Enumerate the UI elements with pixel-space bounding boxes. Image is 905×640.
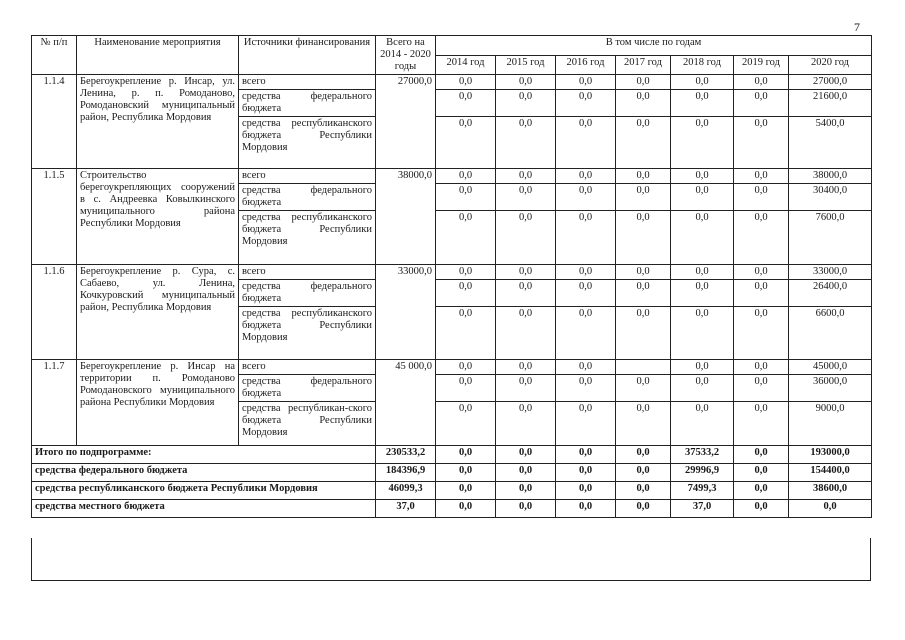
activity-number: 1.1.7 xyxy=(32,360,77,446)
year-value: 0,0 xyxy=(436,280,496,307)
total-year-value: 38600,0 xyxy=(789,482,872,500)
year-value: 0,0 xyxy=(436,117,496,169)
total-year-value: 0,0 xyxy=(556,482,616,500)
year-value: 38000,0 xyxy=(789,169,872,184)
total-year-value: 7499,3 xyxy=(671,482,734,500)
year-value: 0,0 xyxy=(496,211,556,265)
total-year-value: 0,0 xyxy=(496,446,556,464)
funding-source: средства федерального бюджета xyxy=(239,375,376,402)
page-frame-bottom xyxy=(31,538,871,581)
total-label: Итого по подпрограмме: xyxy=(32,446,376,464)
year-value: 0,0 xyxy=(734,360,789,375)
year-value: 0,0 xyxy=(616,375,671,402)
year-value: 0,0 xyxy=(496,169,556,184)
budget-table xyxy=(31,35,872,518)
activity-name: Берегоукрепление р. Инсар, ул. Ленина, р. п. Ромоданово, Ромодановский муниципальный район, Республика Мордовия xyxy=(77,75,239,169)
funding-row xyxy=(32,360,872,375)
year-value: 0,0 xyxy=(556,375,616,402)
total-sum: 46099,3 xyxy=(376,482,436,500)
header-year: 2017 год xyxy=(616,55,671,75)
year-value: 0,0 xyxy=(671,117,734,169)
year-value xyxy=(616,360,671,375)
activity-number: 1.1.6 xyxy=(32,265,77,360)
year-value: 0,0 xyxy=(671,184,734,211)
funding-source: средства республикан-ского бюджета Республики Мордовия xyxy=(239,402,376,446)
total-year-value: 0,0 xyxy=(616,500,671,518)
total-year-value: 0,0 xyxy=(556,446,616,464)
total-year-value: 0,0 xyxy=(616,464,671,482)
total-year-value: 0,0 xyxy=(734,500,789,518)
year-value: 0,0 xyxy=(496,184,556,211)
year-value: 9000,0 xyxy=(789,402,872,446)
total-sum: 37,0 xyxy=(376,500,436,518)
year-value: 0,0 xyxy=(496,265,556,280)
totals-body xyxy=(32,446,872,518)
total-year-value: 37,0 xyxy=(671,500,734,518)
year-value: 0,0 xyxy=(556,265,616,280)
year-value: 0,0 xyxy=(556,117,616,169)
year-value: 0,0 xyxy=(556,307,616,360)
year-value: 0,0 xyxy=(734,280,789,307)
year-value: 0,0 xyxy=(734,117,789,169)
total-year-value: 0,0 xyxy=(436,464,496,482)
header-year: 2015 год xyxy=(496,55,556,75)
year-value: 0,0 xyxy=(671,360,734,375)
header-year: 2020 год xyxy=(789,55,872,75)
activity-name: Берегоукрепление р. Сура, с. Сабаево, ул. Ленина, Кочкуровский муниципальный район, Республика Мордовия xyxy=(77,265,239,360)
total-year-value: 0,0 xyxy=(496,482,556,500)
year-value: 0,0 xyxy=(436,75,496,90)
total-label: средства местного бюджета xyxy=(32,500,376,518)
year-value: 0,0 xyxy=(671,375,734,402)
funding-source: всего xyxy=(239,360,376,375)
year-value: 0,0 xyxy=(671,307,734,360)
year-value: 0,0 xyxy=(436,360,496,375)
total-year-value: 154400,0 xyxy=(789,464,872,482)
funding-row xyxy=(32,75,872,90)
header-name: Наименование мероприятия xyxy=(77,36,239,75)
total-year-value: 193000,0 xyxy=(789,446,872,464)
year-value: 0,0 xyxy=(436,402,496,446)
funding-source: средства федерального бюджета xyxy=(239,90,376,117)
year-value: 0,0 xyxy=(734,90,789,117)
year-value: 0,0 xyxy=(616,280,671,307)
total-year-value: 0,0 xyxy=(496,464,556,482)
year-value: 0,0 xyxy=(496,117,556,169)
year-value: 7600,0 xyxy=(789,211,872,265)
activity-total: 38000,0 xyxy=(376,169,436,265)
year-value: 0,0 xyxy=(616,265,671,280)
year-value: 26400,0 xyxy=(789,280,872,307)
year-value: 0,0 xyxy=(671,75,734,90)
year-value: 0,0 xyxy=(671,265,734,280)
year-value: 0,0 xyxy=(734,75,789,90)
year-value: 5400,0 xyxy=(789,117,872,169)
total-year-value: 0,0 xyxy=(789,500,872,518)
funding-source: средства федерального бюджета xyxy=(239,280,376,307)
year-value: 0,0 xyxy=(556,90,616,117)
year-value: 0,0 xyxy=(734,211,789,265)
activity-name: Берегоукрепление р. Инсар на территории п. Ромоданово Ромодановского муниципального района Республики Мордовия xyxy=(77,360,239,446)
year-value: 0,0 xyxy=(496,307,556,360)
year-value: 0,0 xyxy=(616,307,671,360)
year-value: 0,0 xyxy=(616,184,671,211)
year-value: 0,0 xyxy=(616,90,671,117)
year-value: 0,0 xyxy=(671,90,734,117)
funding-source: всего xyxy=(239,169,376,184)
activity-number: 1.1.5 xyxy=(32,169,77,265)
header-year: 2016 год xyxy=(556,55,616,75)
year-value: 27000,0 xyxy=(789,75,872,90)
year-value: 0,0 xyxy=(616,117,671,169)
year-value: 0,0 xyxy=(496,75,556,90)
total-year-value: 0,0 xyxy=(436,446,496,464)
total-year-value: 0,0 xyxy=(556,500,616,518)
year-value: 0,0 xyxy=(556,280,616,307)
year-value: 0,0 xyxy=(496,360,556,375)
year-value: 0,0 xyxy=(436,375,496,402)
year-value: 0,0 xyxy=(496,402,556,446)
year-value: 0,0 xyxy=(616,75,671,90)
year-value: 0,0 xyxy=(734,184,789,211)
total-year-value: 29996,9 xyxy=(671,464,734,482)
activity-total: 27000,0 xyxy=(376,75,436,169)
activity-total: 45 000,0 xyxy=(376,360,436,446)
year-value: 0,0 xyxy=(616,169,671,184)
total-year-value: 0,0 xyxy=(616,482,671,500)
activity-number: 1.1.4 xyxy=(32,75,77,169)
year-value: 0,0 xyxy=(496,90,556,117)
activity-name: Строительство берегоукрепляющих сооружений в с. Андреевка Ковылкинского муниципального района Республики Мордовия xyxy=(77,169,239,265)
funding-source: всего xyxy=(239,75,376,90)
header-num: № п/п xyxy=(32,36,77,75)
year-value: 0,0 xyxy=(556,169,616,184)
funding-source: средства республиканского бюджета Республики Мордовия xyxy=(239,117,376,169)
year-value: 0,0 xyxy=(436,307,496,360)
activity-total: 33000,0 xyxy=(376,265,436,360)
total-year-value: 0,0 xyxy=(436,482,496,500)
year-value: 0,0 xyxy=(671,169,734,184)
funding-row xyxy=(32,265,872,280)
year-value: 33000,0 xyxy=(789,265,872,280)
header-total: Всего на 2014 - 2020 годы xyxy=(376,36,436,75)
year-value: 0,0 xyxy=(734,375,789,402)
total-sum: 230533,2 xyxy=(376,446,436,464)
total-year-value: 0,0 xyxy=(734,482,789,500)
year-value: 36000,0 xyxy=(789,375,872,402)
year-value: 0,0 xyxy=(671,280,734,307)
year-value: 30400,0 xyxy=(789,184,872,211)
total-sum: 184396,9 xyxy=(376,464,436,482)
year-value: 0,0 xyxy=(436,90,496,117)
header-source: Источники финансирования xyxy=(239,36,376,75)
total-label: средства федерального бюджета xyxy=(32,464,376,482)
funding-source: средства федерального бюджета xyxy=(239,184,376,211)
year-value: 0,0 xyxy=(556,402,616,446)
total-year-value: 37533,2 xyxy=(671,446,734,464)
total-label: средства республиканского бюджета Республики Мордовия xyxy=(32,482,376,500)
funding-source: всего xyxy=(239,265,376,280)
total-year-value: 0,0 xyxy=(734,446,789,464)
year-value: 0,0 xyxy=(556,184,616,211)
total-row xyxy=(32,446,872,464)
year-value: 0,0 xyxy=(556,211,616,265)
year-value: 0,0 xyxy=(496,280,556,307)
page-number: 7 xyxy=(854,20,860,34)
year-value: 0,0 xyxy=(496,375,556,402)
year-value: 0,0 xyxy=(734,307,789,360)
year-value: 0,0 xyxy=(671,211,734,265)
year-value: 6600,0 xyxy=(789,307,872,360)
year-value: 0,0 xyxy=(734,265,789,280)
header-by-years: В том числе по годам xyxy=(436,36,872,56)
funding-source: средства республиканского бюджета Республики Мордовия xyxy=(239,307,376,360)
funding-source: средства республиканского бюджета Республики Мордовия xyxy=(239,211,376,265)
total-year-value: 0,0 xyxy=(436,500,496,518)
year-value: 0,0 xyxy=(436,211,496,265)
year-value: 0,0 xyxy=(436,184,496,211)
year-value: 21600,0 xyxy=(789,90,872,117)
total-year-value: 0,0 xyxy=(496,500,556,518)
year-value: 0,0 xyxy=(671,402,734,446)
funding-row xyxy=(32,169,872,184)
total-year-value: 0,0 xyxy=(734,464,789,482)
year-value: 0,0 xyxy=(436,265,496,280)
total-year-value: 0,0 xyxy=(616,446,671,464)
total-row xyxy=(32,500,872,518)
year-value: 45000,0 xyxy=(789,360,872,375)
total-row xyxy=(32,482,872,500)
year-value: 0,0 xyxy=(436,169,496,184)
header-year: 2014 год xyxy=(436,55,496,75)
year-value: 0,0 xyxy=(734,169,789,184)
total-row xyxy=(32,464,872,482)
year-value: 0,0 xyxy=(556,360,616,375)
year-value: 0,0 xyxy=(734,402,789,446)
year-value: 0,0 xyxy=(616,402,671,446)
header-year: 2019 год xyxy=(734,55,789,75)
total-year-value: 0,0 xyxy=(556,464,616,482)
header-year: 2018 год xyxy=(671,55,734,75)
year-value: 0,0 xyxy=(616,211,671,265)
sections-body xyxy=(32,75,872,446)
year-value: 0,0 xyxy=(556,75,616,90)
